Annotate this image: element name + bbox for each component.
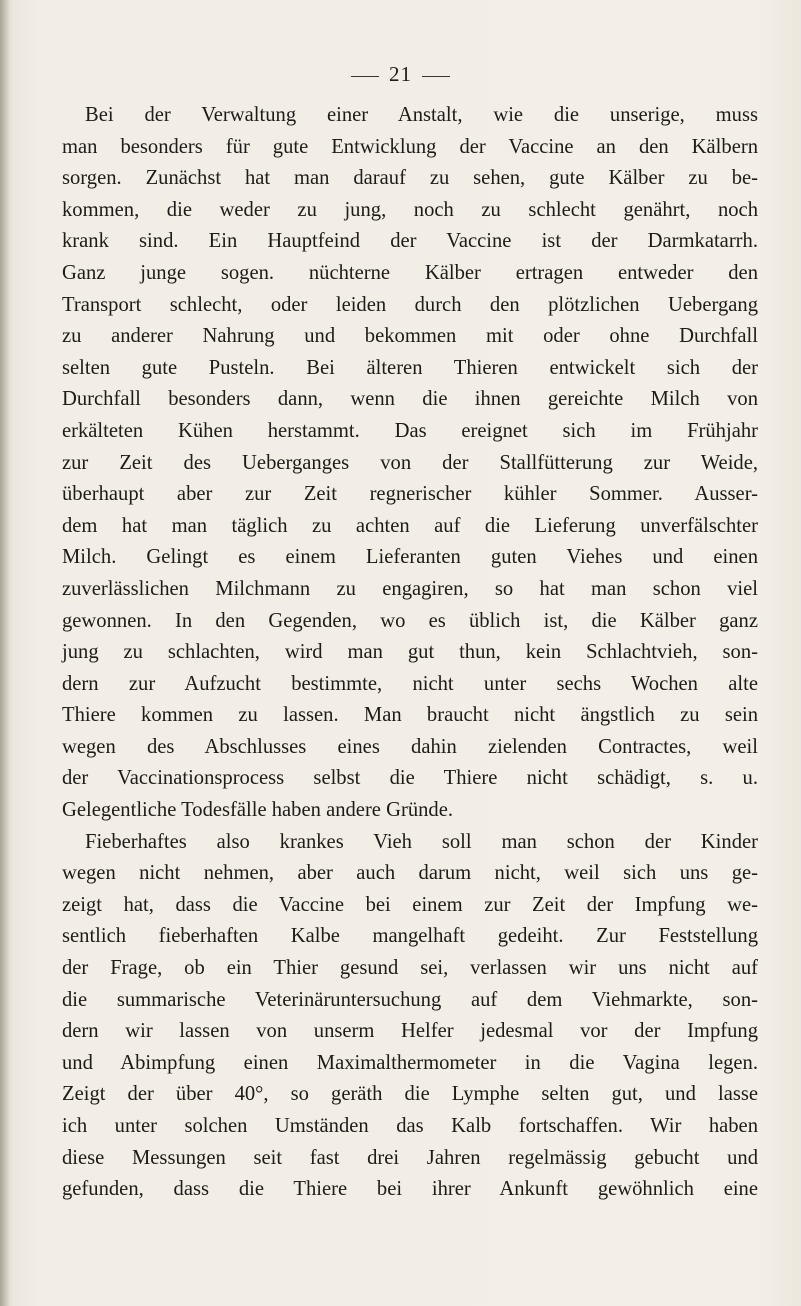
text-line: jung zu schlachten, wird man gut thun, kein Schlachtvieh, son- xyxy=(62,641,758,664)
text-line: krank sind. Ein Hauptfeind der Vaccine ist der Darmkatarrh. xyxy=(62,230,758,253)
text-line: sentlich fieberhaften Kalbe mangelhaft gedeiht. Zur Feststellung xyxy=(62,925,758,948)
text-line: diese Messungen seit fast drei Jahren regelmässig gebucht und xyxy=(62,1146,758,1169)
text-line: zuverlässlichen Milchmann zu engagiren, so hat man schon viel xyxy=(62,577,758,600)
text-line: zu anderer Nahrung und bekommen mit oder ohne Durchfall xyxy=(62,325,758,348)
text-line: überhaupt aber zur Zeit regnerischer kühler Sommer. Ausser- xyxy=(62,483,758,506)
text-line: gewonnen. In den Gegenden, wo es üblich ist, die Kälber ganz xyxy=(62,609,758,632)
text-line: kommen, die weder zu jung, noch zu schlecht genährt, noch xyxy=(62,198,758,221)
header-dash-left xyxy=(351,76,379,77)
text-line: Fieberhaftes also krankes Vieh soll man schon der Kinder xyxy=(85,830,758,853)
text-line: und Abimpfung einen Maximalthermometer in die Vagina legen. xyxy=(62,1051,758,1074)
text-line: Durchfall besonders dann, wenn die ihnen gereichte Milch von xyxy=(62,388,758,411)
page-number: 21 xyxy=(389,62,412,86)
text-line: der Vaccinationsprocess selbst die Thiere nicht schädigt, s. u. xyxy=(62,767,758,790)
text-line: dem hat man täglich zu achten auf die Lieferung unverfälschter xyxy=(62,514,758,537)
header-dash-right xyxy=(422,76,450,77)
text-line: Milch. Gelingt es einem Lieferanten guten Viehes und einen xyxy=(62,546,758,569)
text-line: Thiere kommen zu lassen. Man braucht nicht ängstlich zu sein xyxy=(62,704,758,727)
text-line: erkälteten Kühen herstammt. Das ereignet sich im Frühjahr xyxy=(62,419,758,442)
text-line: Gelegentliche Todesfälle haben andere Gründe. xyxy=(62,799,453,822)
text-line: wegen nicht nehmen, aber auch darum nicht, weil sich uns ge- xyxy=(62,862,758,885)
text-line: ich unter solchen Umständen das Kalb fortschaffen. Wir haben xyxy=(62,1115,758,1137)
text-line: Ganz junge sogen. nüchterne Kälber ertragen entweder den xyxy=(62,261,758,284)
text-line: Zeigt der über 40°, so geräth die Lymphe selten gut, und lasse xyxy=(62,1083,758,1106)
text-line: gefunden, dass die Thiere bei ihrer Ankunft gewöhnlich eine xyxy=(62,1178,758,1201)
text-line: sorgen. Zunächst hat man darauf zu sehen, gute Kälber zu be- xyxy=(62,167,758,190)
page-header xyxy=(0,62,801,87)
text-line: selten gute Pusteln. Bei älteren Thieren entwickelt sich der xyxy=(62,356,758,379)
text-line: dern wir lassen von unserm Helfer jedesmal vor der Impfung xyxy=(62,1020,758,1043)
text-line: Transport schlecht, oder leiden durch den plötzlichen Uebergang xyxy=(62,293,758,316)
text-line: dern zur Aufzucht bestimmte, nicht unter sechs Wochen alte xyxy=(62,672,758,695)
body-text xyxy=(62,100,758,1206)
text-line: man besonders für gute Entwicklung der Vaccine an den Kälbern xyxy=(62,135,758,158)
text-line: die summarische Veterinäruntersuchung auf dem Viehmarkte, son- xyxy=(62,988,758,1011)
text-line: zeigt hat, dass die Vaccine bei einem zur Zeit der Impfung we- xyxy=(62,893,758,916)
text-line: zur Zeit des Ueberganges von der Stallfütterung zur Weide, xyxy=(62,451,758,474)
text-line: der Frage, ob ein Thier gesund sei, verlassen wir uns nicht auf xyxy=(62,957,758,980)
text-line: Bei der Verwaltung einer Anstalt, wie die unserige, muss xyxy=(85,104,758,126)
binding-shadow xyxy=(0,0,10,1306)
text-line: wegen des Abschlusses eines dahin zielenden Contractes, weil xyxy=(62,735,758,758)
